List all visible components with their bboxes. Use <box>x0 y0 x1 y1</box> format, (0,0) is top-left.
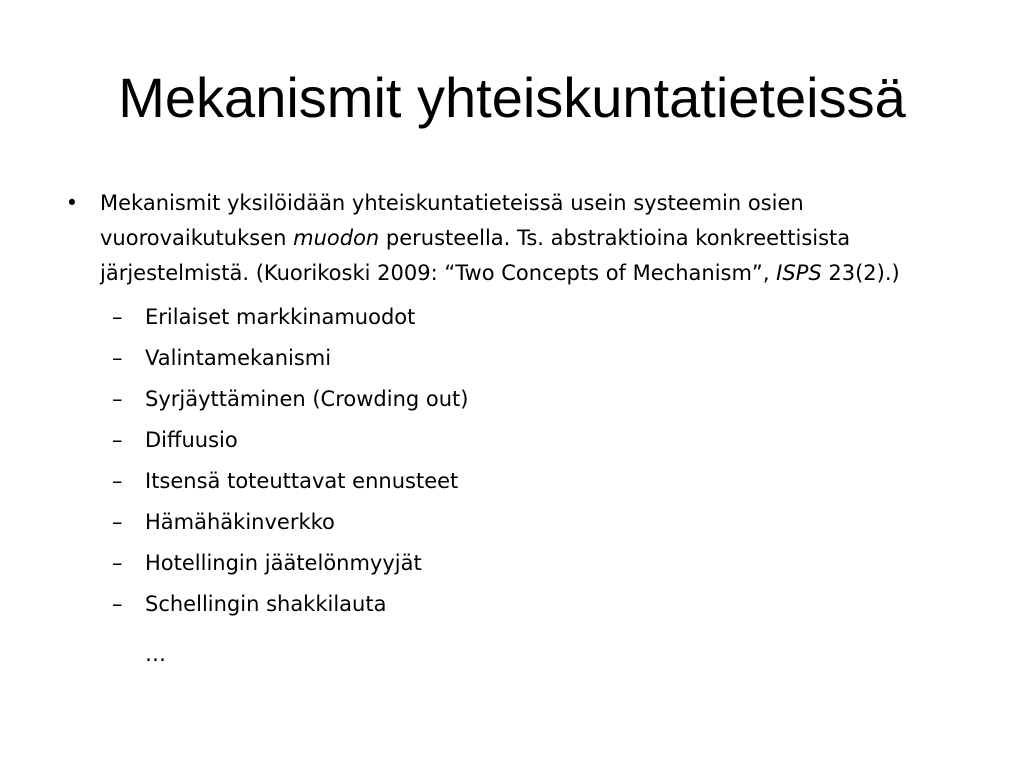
sub-list <box>62 297 962 625</box>
bullet-text-part3: 23(2).) <box>821 261 900 285</box>
list-item <box>62 543 962 584</box>
dash-icon: – <box>112 305 123 329</box>
list-item <box>62 584 962 625</box>
bullet-icon: • <box>65 191 79 215</box>
dash-icon: – <box>112 387 123 411</box>
dash-icon: – <box>112 551 123 575</box>
main-bullet <box>62 186 962 291</box>
list-item <box>62 379 962 420</box>
dash-icon: – <box>112 346 123 370</box>
list-item <box>62 420 962 461</box>
dash-icon: – <box>112 510 123 534</box>
list-item-label: Syrjäyttäminen (Crowding out) <box>145 387 469 411</box>
dash-icon: – <box>112 428 123 452</box>
dash-icon: – <box>112 592 123 616</box>
bullet-text-italic-isps: ISPS <box>776 261 822 285</box>
ellipsis: … <box>145 642 166 666</box>
list-item-label: Schellingin shakkilauta <box>145 592 387 616</box>
list-item-label: Hotellingin jäätelönmyyjät <box>145 551 422 575</box>
list-item-label: Valintamekanismi <box>145 346 332 370</box>
list-item-label: Erilaiset markkinamuodot <box>145 305 416 329</box>
list-item <box>62 338 962 379</box>
list-item <box>62 502 962 543</box>
list-item-label: Diffuusio <box>145 428 238 452</box>
dash-icon: – <box>112 469 123 493</box>
list-item <box>62 297 962 338</box>
list-item-label: Hämähäkinverkko <box>145 510 335 534</box>
list-item-label: Itsensä toteuttavat ennusteet <box>145 469 459 493</box>
slide-body <box>62 186 962 667</box>
slide-title: Mekanismit yhteiskuntatieteissä <box>118 66 906 129</box>
bullet-text-italic-muodon: muodon <box>293 226 380 250</box>
bullet-text-part2: perusteella. Ts. abstraktioina konkreettisista järjestelmistä. (Kuorikoski 2009: “Two Concepts of Mechanism”, <box>100 226 851 285</box>
bullet-text-part1: Mekanismit yksilöidään yhteiskuntatieteissä usein systeemin osien vuorovaikutuksen <box>100 191 804 250</box>
list-item <box>62 461 962 502</box>
